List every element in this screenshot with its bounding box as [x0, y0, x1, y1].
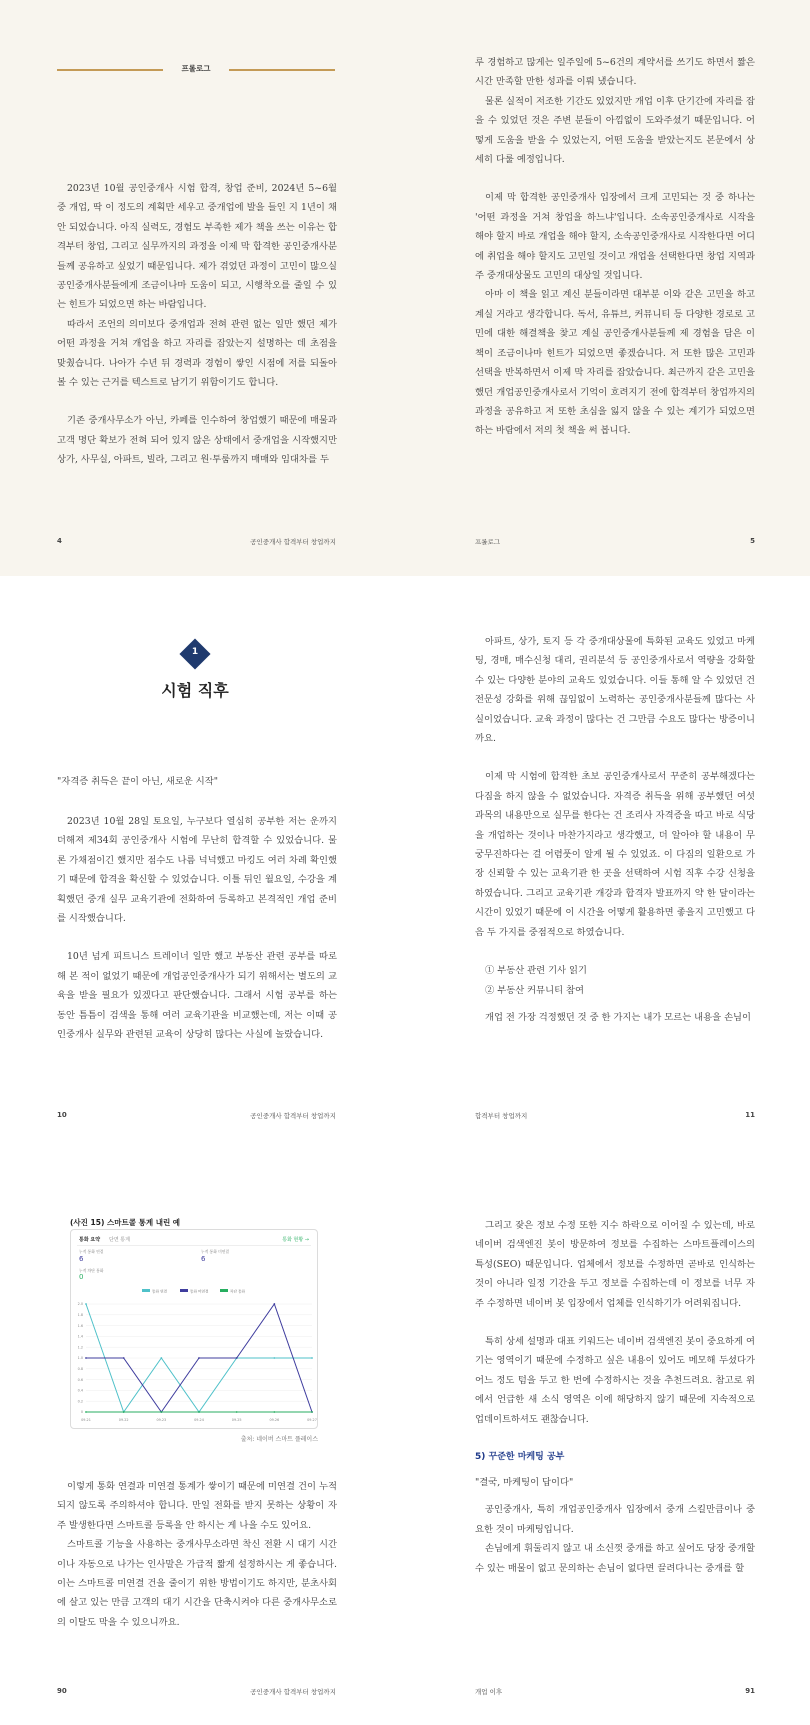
page-number: 10	[57, 1111, 67, 1119]
y-tick-label: 0.2	[77, 1399, 83, 1404]
paragraph: 이제 막 시험에 합격한 초보 공인중개사로서 꾸준히 공부해겠다는 다짐을 하지 않을 수 없었습니다. 자격증 취득을 위해 공부했던 여섯 과목의 내용만으로 실무를 한다는 건 조리사 자격증을 따고 바로 식당을 개업하는 것이나 마찬가지라고 생각했고, 더 알아야 할 내용이 무궁무진하다는 걸 어렴풋이 알게 될 수 있었죠. 이 다짐의 일환으로 가장 신뢰할 수 있는 교육기관 한 곳을 선택하여 시험 직후 수강 신청을 하였습니다. 그리고 교육기관 개강과 합격자 발표까지 약 한 달이라는 시간이 있었기 때문에 이 시간을 어떻게 활용하면 좋을지 고민했고 다음 두 가지를 중점적으로 하였습니다.	[475, 771, 755, 938]
y-tick-label: 0.6	[77, 1377, 83, 1382]
paragraph: 따라서 조언의 의미보다 중개업과 전혀 관련 없는 일만 했던 제가 어떤 과정을 거쳐 개업을 하고 자리를 잡았는지 설명하는 데 초점을 맞췄습니다. 나아가 수년 뒤 경력과 경험이 쌓인 시점에 저를 되돌아볼 수 있는 근거를 텍스트로 남기기 위함이기도 합니다.	[57, 318, 337, 389]
page-4	[0, 0, 405, 576]
body-text	[57, 179, 337, 470]
list-item: ① 부동산 관련 기사 읽기	[485, 965, 587, 977]
data-point	[123, 1411, 125, 1413]
spread-chapter-1	[0, 576, 810, 1150]
paragraph: 아마 이 책을 읽고 계신 분들이라면 대부분 이와 같은 고민을 하고 계실 거라고 생각합니다. 독서, 유튜브, 커뮤니티 등 다양한 경로로 고민에 대한 해결책을 찾고 계실 공인중개사분들께 제 경험을 담은 이 책이 조금이나마 힌트가 되었으면 좋겠습니다. 저 또한 많은 고민과 선택을 반복하면서 이제 막 자리를 잡았습니다. 최근까지 같은 고민을 했던 개업공인중개사로서 기억이 흐려지기 전에 합격부터 창업까지의 과정을 공유하고 저 또한 초심을 잃지 않을 수 있는 계기가 되었으면 하는 바람에서 저의 첫 책을 써 봅니다.	[475, 289, 755, 437]
smartcall-panel	[70, 1229, 318, 1429]
page-number: 11	[745, 1111, 755, 1119]
paragraph: 10년 넘게 피트니스 트레이너 일만 했고 부동산 관련 공부를 따로 해 본 적이 없었기 때문에 개업공인중개사가 되기 위해서는 별도의 교육을 받을 필요가 있겠다고 판단했습니다. 그래서 시험 공부를 하는 동안 틈틈이 검색을 통해 여러 교육기관을 비교했는데, 저는 이때 공인중개사 실무와 관련된 교육이 상당히 많다는 사실에 놀랐습니다.	[57, 951, 337, 1041]
body-text	[57, 1477, 337, 1632]
tab-section-stats[interactable]: 단면 통계	[109, 1237, 130, 1243]
running-title: 공인중개사 합격부터 창업까지	[250, 1688, 336, 1696]
call-line-chart	[72, 1286, 318, 1426]
tab-divider	[77, 1245, 311, 1246]
paragraph: 2023년 10월 공인중개사 시험 합격, 창업 준비, 2024년 5~6월 중 개업, 딱 이 정도의 계획만 세우고 중개업에 발을 들인 지 1년이 채 안 되었습니다. 아직 실력도, 경험도 부족한 제가 책을 쓰는 이유는 합격부터 창업, 그리고 실무까지의 과정을 이제 막 합격한 공인중개사분들께 공유하고 싶었기 때문입니다. 제가 겪었던 과정이 고민이 많으실 공인중개사분들에게 조금이나마 도움이 되고, 시행착오를 줄일 수 있는 힌트가 되었으면 하는 바람입니다.	[57, 183, 337, 311]
x-tick-label: 09.21	[81, 1418, 91, 1422]
chapter-quote: "자격증 취득은 끝이 아닌, 새로운 시작"	[57, 776, 218, 787]
page-number: 5	[750, 537, 755, 545]
body-text	[475, 53, 755, 441]
stat-label: 누적 통화 연결	[79, 1249, 104, 1254]
x-tick-label: 09.26	[269, 1418, 280, 1422]
page-number: 90	[57, 1687, 67, 1695]
stat-value: 6	[79, 1255, 84, 1263]
page-5	[405, 0, 810, 576]
list-item: ② 부동산 커뮤니티 참여	[485, 984, 584, 996]
x-tick-label: 09.24	[194, 1418, 204, 1422]
paragraph: 특히 상세 설명과 대표 키워드는 네이버 검색엔진 봇이 중요하게 여기는 영역이기 때문에 수정하고 싶은 내용이 있어도 메모해 두셨다가 어느 정도 텀을 두고 한 번에 수정하시는 것을 추천드려요. 참고로 위에서 언급한 새 소식 영역은 이에 해당하지 않기 때문에 지속적으로 업데이트하셔도 괜찮습니다.	[475, 1336, 755, 1425]
tab-call-summary[interactable]: 통화 요약	[79, 1237, 101, 1243]
paragraph: 루 경험하고 많게는 일주일에 5~6건의 계약서를 쓰기도 하면서 짧은 시간 만족할 만한 성과를 이뤄 냈습니다.	[475, 57, 755, 88]
data-point	[198, 1411, 200, 1413]
call-status-link[interactable]: 통화 현황 →	[282, 1237, 309, 1243]
stat-label: 누적 통화 미연결	[201, 1249, 230, 1254]
legend-label: 차단 통화	[230, 1289, 246, 1294]
body-text	[57, 812, 337, 1044]
data-point	[198, 1357, 200, 1359]
spread-prologue	[0, 0, 810, 576]
paragraph: 이렇게 통화 연결과 미연결 통계가 쌓이기 때문에 미연결 건이 누적되지 않도록 주의하셔야 합니다. 만일 전화를 받지 못하는 상황이 자주 발생한다면 스마트콜 등록을 안 하시는 게 나을 수도 있어요.	[57, 1481, 337, 1531]
y-tick-label: 1.4	[77, 1334, 83, 1339]
legend-swatch	[180, 1289, 188, 1292]
stat-value: 0	[79, 1273, 84, 1281]
data-point	[160, 1357, 162, 1359]
paragraph: 기존 중개사무소가 아닌, 카페를 인수하여 창업했기 때문에 매물과 고객 명단 확보가 전혀 되어 있지 않은 상태에서 중개업을 시작했지만 상가, 사무실, 아파트, 빌라, 그리고 원·투룸까지 매매와 임대차를 두	[57, 415, 337, 466]
data-point	[236, 1411, 238, 1413]
page-11	[405, 576, 810, 1150]
data-point	[311, 1411, 313, 1413]
running-title: 개업 이후	[475, 1688, 503, 1696]
x-tick-label: 09.27	[307, 1418, 317, 1422]
stat-label: 누적 차단 통화	[79, 1268, 104, 1273]
y-tick-label: 2.0	[77, 1302, 83, 1307]
paragraph: 개업 전 가장 걱정했던 것 중 한 가지는 내가 모르는 내용을 손님이	[485, 1011, 752, 1023]
paragraph: 스마트콜 기능을 사용하는 중개사무소라면 착신 전환 시 대기 시간이나 자동으로 나가는 인사말은 가급적 짧게 설정하시는 게 좋습니다. 이는 스마트콜 미연결 건을 줄이기 위한 방법이기도 하지만, 분초사회에 살고 있는 만큼 고객의 대기 시간을 단축시켜야 다른 중개사무소로의 이탈도 막을 수 있으니까요.	[57, 1539, 337, 1628]
data-point	[273, 1357, 275, 1359]
y-tick-label: 1.0	[77, 1356, 83, 1361]
x-tick-label: 09.23	[156, 1418, 167, 1422]
running-title: 합격부터 창업까지	[475, 1112, 528, 1120]
data-point	[273, 1411, 275, 1413]
paragraph: 아파트, 상가, 토지 등 각 중개대상물에 특화된 교육도 있었고 마케팅, 경매, 매수신청 대리, 권리분석 등 공인중개사로서 역량을 강화할 수 있는 다양한 분야의 교육도 있었습니다. 이들 통해 알 수 있었던 건 전문성 강화를 위해 끊임없이 노력하는 공인중개사분들께 많다는 사실이었습니다. 교육 과정이 많다는 건 그만큼 수요도 많다는 방증이니까요.	[475, 636, 755, 745]
section-quote: "결국, 마케팅이 답이다"	[475, 1477, 574, 1489]
legend-swatch	[220, 1289, 228, 1292]
y-tick-label: 1.6	[77, 1323, 83, 1328]
running-title: 공인중개사 합격부터 창업까지	[250, 538, 336, 546]
page-10	[0, 576, 405, 1150]
data-point	[236, 1357, 238, 1359]
y-tick-label: 0.8	[77, 1367, 83, 1371]
running-title: 프롤로그	[475, 538, 501, 546]
y-tick-label: 1.8	[77, 1313, 83, 1317]
body-text	[475, 632, 755, 1027]
legend-label: 통화 미연결	[190, 1289, 209, 1294]
y-tick-label: 0	[80, 1410, 83, 1415]
data-point	[273, 1303, 275, 1305]
paragraph: 그리고 잦은 정보 수정 또한 지수 하락으로 이어질 수 있는데, 바로 네이버 검색엔진 봇이 방문하여 정보를 수집하는 스마트플레이스의 특성(SEO) 때문입니다. 업체에서 정보를 수정하면 곧바로 인식하는 것이 아니라 일정 기간을 두고 정보를 수집하는데 이 정보를 너무 자주 수정하면 네이버 봇 입장에서 업체를 인식하기가 어려워집니다.	[475, 1220, 755, 1309]
x-tick-label: 09.25	[231, 1418, 242, 1422]
data-point	[85, 1357, 87, 1359]
data-point	[85, 1411, 87, 1413]
data-point	[160, 1411, 162, 1413]
chapter-number: 1	[191, 647, 199, 657]
paragraph: 물론 실적이 저조한 기간도 있었지만 개업 이후 단기간에 자리를 잡을 수 있었던 것은 주변 분들이 아낌없이 도와주셨기 때문입니다. 어떻게 도움을 받을 수 있었는지, 어떤 도움을 받았는지도 본문에서 상세히 다룰 예정입니다.	[475, 95, 755, 166]
paragraph: 손님에게 휘둘리지 않고 내 소신껏 중개를 하고 싶어도 당장 중개할 수 있는 매물이 없고 문의하는 손님이 없다면 끌려다니는 중개를 할	[475, 1543, 755, 1574]
y-tick-label: 0.4	[77, 1388, 83, 1393]
paragraph: 공인중개사, 특히 개업공인중개사 입장에서 중개 스킬만큼이나 중요한 것이 마케팅입니다.	[475, 1504, 755, 1535]
legend-label: 통화 연결	[152, 1289, 168, 1294]
paragraph: 2023년 10월 28일 토요일, 누구보다 열심히 공부한 저는 운까지 더해져 제34회 공인중개사 시험에 무난히 합격할 수 있었습니다. 물론 가채점이긴 했지만 점수도 나름 넉넉했고 마킹도 여러 차례 확인했기 때문에 합격을 확신할 수 있었습니다. 이틀 뒤인 월요일, 수강을 계획했던 중개 실무 교육기관에 전화하여 등록하고 본격적인 개업 준비를 시작했습니다.	[57, 816, 337, 925]
spread-marketing	[0, 1150, 810, 1725]
data-point	[85, 1303, 87, 1305]
section-heading: 5) 꾸준한 마케팅 공부	[475, 1452, 565, 1463]
page-number: 91	[745, 1687, 755, 1695]
body-text	[475, 1216, 755, 1578]
page-90	[0, 1150, 405, 1725]
header-rule-left	[57, 69, 163, 71]
figure-caption: (사진 15) 스마트콜 통계 내린 예	[70, 1218, 181, 1227]
running-title: 공인중개사 합격부터 창업까지	[250, 1112, 336, 1120]
page-91	[405, 1150, 810, 1725]
figure-source: 출처: 네이버 스마트 플레이스	[240, 1436, 318, 1443]
section-header: 프롤로그	[181, 64, 211, 73]
chapter-title: 시험 직후	[161, 681, 229, 700]
legend-swatch	[142, 1289, 150, 1292]
x-tick-label: 09.22	[118, 1418, 129, 1422]
page-number: 4	[57, 537, 62, 545]
header-rule-right	[229, 69, 335, 71]
data-point	[311, 1357, 313, 1359]
paragraph: 이제 막 합격한 공인중개사 입장에서 크게 고민되는 것 중 하나는 '어떤 과정을 거쳐 창업을 하느냐'입니다. 소속공인중개사로 시작을 해야 할지 바로 개업을 해야 할지, 소속공인중개사로 시작한다면 어디에 취업을 해야 할지도 고민일 것이고 개업을 선택한다면 창업 지역과 주 중개대상물도 고민의 대상일 것입니다.	[475, 192, 755, 282]
y-tick-label: 1.2	[77, 1345, 83, 1350]
stat-value: 6	[201, 1255, 206, 1263]
data-point	[123, 1357, 125, 1359]
